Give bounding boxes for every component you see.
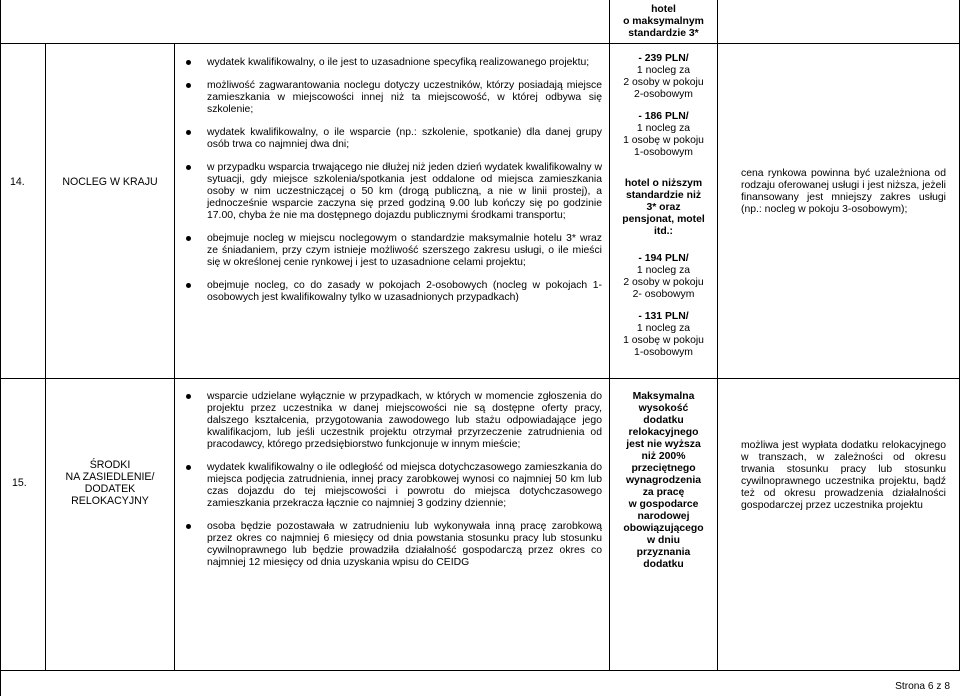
rate-line: - 186 PLN/ — [638, 111, 689, 122]
header-line: standardzie 3* — [628, 28, 699, 39]
rate-line: za pracę — [642, 487, 685, 498]
row-name: NOCLEG W KRAJU — [62, 176, 158, 188]
page-footer: Strona 6 z 8 — [895, 681, 950, 692]
rate-column-header — [610, 4, 717, 40]
col-divider-number — [45, 43, 46, 671]
rate-line: dodatku — [643, 415, 684, 426]
row-number: 15. — [12, 477, 27, 489]
row-name-line: NA ZASIEDLENIE/ — [65, 471, 155, 483]
remarks-cell: możliwa jest wypłata dodatku relokacyjnego w transzach, w zależności od okresu trwania stosunku pracy lub stosunku cywilnoprawnego uczestnika projektu, bądź też od okresu prowadzenia działalności gospodarczej przez uczestnika projektu — [741, 440, 946, 511]
row-number: 14. — [10, 176, 25, 188]
rate-line: 2 osoby w pokoju — [623, 277, 704, 288]
condition-item: osoba będzie pozostawała w zatrudnieniu lub wykonywała inną pracę zarobkową przez okres co najmniej 6 miesięcy od dnia powstania stosunku pracy lub stosunku cywilnoprawnego lub będzie prowadziła działalność gospodarczą przez okres co najmniej 12 miesięcy od dnia uzyskania wpisu do CEIDG — [183, 521, 602, 569]
rate-line: standardzie niż — [625, 190, 702, 201]
condition-item: wsparcie udzielane wyłącznie w przypadkach, w których w momencie zgłoszenia do projektu przez uczestnika w danej miejscowości nie są dostępne oferty pracy, dalszego kształcenia, przygotowania zawodowego lub stażu odpowiadające jego kwalifikacjom, lub jeśli uczestnik projektu otrzymał przyrzeczenie zatrudnienia od pracodawcy, którego przedsiębiorstwo funkcjonuje w innym mieście; — [183, 391, 602, 451]
rate-line: 1 nocleg za — [636, 123, 691, 134]
rate-line: relokacyjnego — [628, 427, 699, 438]
rate-line: w dniu — [647, 535, 680, 546]
rate-line: 1 nocleg za — [636, 65, 691, 76]
row-name-line: DODATEK — [84, 483, 136, 495]
rate-line: 1-osobowym — [634, 147, 693, 158]
rate-line: pensjonat, motel — [622, 214, 705, 225]
col-divider-rate — [717, 0, 718, 671]
rate-line: 2-osobowym — [634, 89, 693, 100]
rate-cell — [610, 391, 717, 571]
rate-line: w gospodarce — [628, 499, 699, 510]
col-divider-name — [174, 43, 175, 671]
rate-line: - 239 PLN/ — [638, 53, 689, 64]
rate-line: 2 osoby w pokoju — [623, 77, 704, 88]
condition-item: możliwość zagwarantowania noclegu dotyczy uczestników, którzy posiadają miejsce zamieszkania w miejscowości innej niż ta miejscowość, w której odbywa się szkolenie; — [183, 80, 602, 116]
rate-line: hotel o niższym — [624, 178, 703, 189]
rate-line: 1 osobę w pokoju — [623, 335, 704, 346]
rate-line: przyznania — [636, 547, 691, 558]
rate-line: obowiązującego — [623, 523, 704, 534]
rate-line: 1 nocleg za — [636, 323, 691, 334]
row-border-top — [0, 43, 960, 44]
rate-line: niż 200% — [641, 451, 686, 462]
condition-item: wydatek kwalifikowalny, o ile jest to uzasadnione specyfiką realizowanego projektu; — [183, 57, 602, 69]
condition-item: wydatek kwalifikowalny o ile odległość od miejsca dotychczasowego zamieszkania do miejsca podjęcia zatrudnienia, innej pracy zarobkowej wynosi co najmniej 50 km lub czas dojazdu do tej miejscowości i powrotu do miejsca dotychczasowego zamieszkania przekracza łącznie co najmniej 3 godziny dziennie; — [183, 462, 602, 510]
header-line: o maksymalnym — [623, 16, 704, 27]
rate-line: wysokość — [638, 403, 689, 414]
rate-line: narodowej — [637, 511, 690, 522]
condition-item: w przypadku wsparcia trwającego nie dłużej niż jeden dzień wydatek kwalifikowalny w sytuacji, gdy miejsce szkolenia/spotkania jest oddalone od miejsca zamieszkania osoby w nim uczestniczącej o 50 km (drogą publiczną, a nie w linii prostej), a jednocześnie wsparcie zaczyna się przed godziną 9.00 lub kończy się po godzinie 17.00, chyba że nie ma dostępnego dojazdu publicznymi środkami transportu; — [183, 162, 602, 222]
condition-item: obejmuje nocleg w miejscu noclegowym o standardzie maksymalnie hotelu 3* wraz ze śniadaniem, przy czym istnieje możliwość szerszego zakresu usługi, o ile mieści się w określonej cenie rynkowej i jest to uzasadnione celami projektu; — [183, 233, 602, 269]
rate-line: - 194 PLN/ — [638, 253, 689, 264]
condition-item: wydatek kwalifikowalny, o ile wsparcie (np.: szkolenie, spotkanie) dla danej grupy osób trwa co najmniej dwa dni; — [183, 127, 602, 151]
rate-line: jest nie wyższa — [626, 439, 701, 450]
rate-line: wynagrodzenia — [625, 475, 702, 486]
conditions-list — [183, 391, 602, 580]
conditions-list — [183, 57, 602, 315]
rate-line: przeciętnego — [631, 463, 696, 474]
rate-line: 3* oraz — [646, 202, 681, 213]
rate-line: dodatku — [643, 559, 684, 570]
rate-line: 1-osobowym — [634, 347, 693, 358]
rate-cell — [610, 53, 717, 359]
row-name-line: ŚRODKI — [89, 459, 131, 471]
row-name — [46, 459, 174, 507]
row-name-line: RELOKACYJNY — [71, 495, 149, 507]
rate-line: 2- osobowym — [632, 289, 695, 300]
rate-line: 1 osobę w pokoju — [623, 135, 704, 146]
row-border-bottom — [0, 670, 960, 671]
row-border-middle — [0, 378, 960, 379]
rate-line: itd.: — [653, 226, 674, 237]
remarks-cell: cena rynkowa powinna być uzależniona od rodzaju oferowanej usługi i jest niższa, jeżeli finansowany jest mniejszy zakres usługi (np.: nocleg w pokoju 3-osobowym); — [741, 168, 946, 215]
condition-item: obejmuje nocleg, co do zasady w pokojach 2-osobowych (nocleg w pokojach 1-osobowych jest kwalifikowalny tylko w uzasadnionych przypadkach) — [183, 280, 602, 304]
rate-line: 1 nocleg za — [636, 265, 691, 276]
rate-line: Maksymalna — [632, 391, 695, 402]
table-border-left — [0, 0, 1, 696]
rate-line: - 131 PLN/ — [638, 311, 689, 322]
header-line: hotel — [651, 4, 676, 15]
